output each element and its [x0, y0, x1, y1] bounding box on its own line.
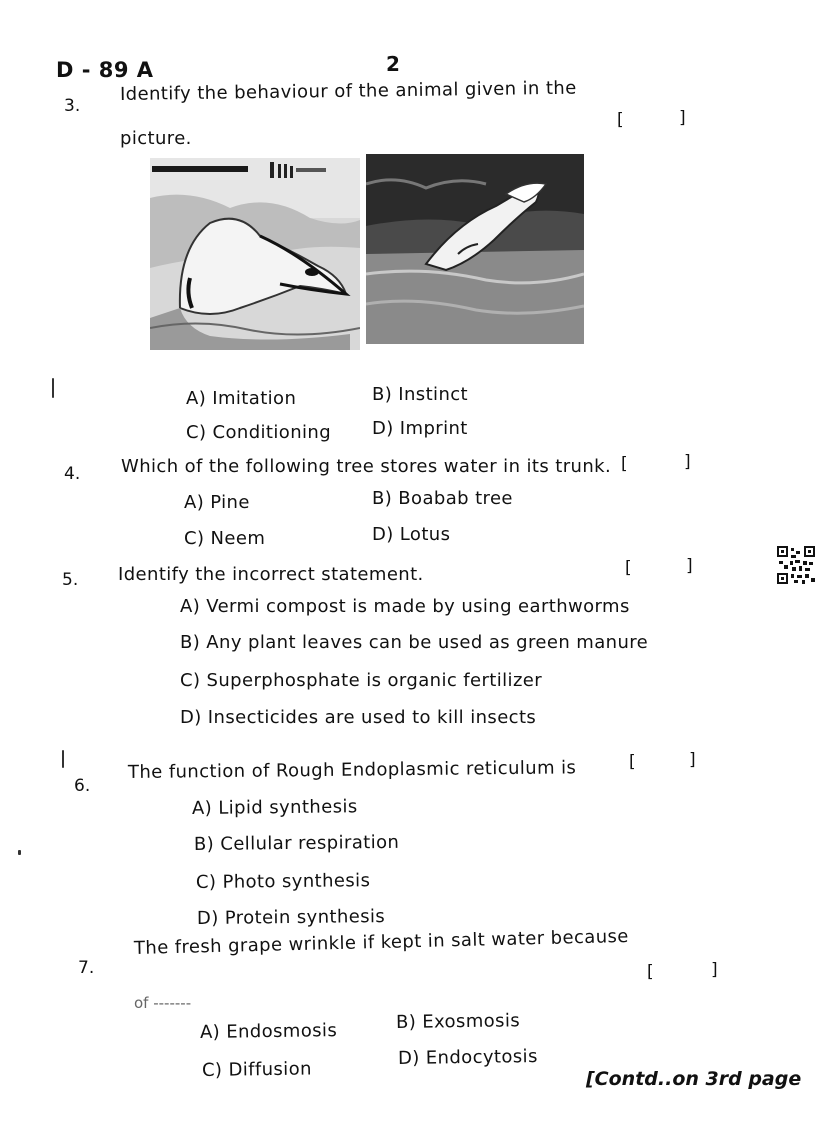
- answer-bracket-open: [: [617, 110, 624, 130]
- question-text: Which of the following tree stores water in its trunk.: [121, 456, 612, 477]
- question-text-line2: picture.: [120, 128, 192, 149]
- option-b: B) Any plant leaves can be used as green manure: [180, 632, 649, 653]
- question-number: 6.: [74, 776, 91, 796]
- question-number: 7.: [78, 958, 95, 978]
- dolphin-photo-right: [366, 154, 584, 344]
- answer-bracket-close: ]: [711, 960, 718, 980]
- option-c: C) Photo synthesis: [195, 870, 371, 893]
- answer-bracket-open: [: [621, 454, 628, 474]
- option-c: C) Diffusion: [201, 1058, 312, 1081]
- answer-bracket-close: ]: [684, 452, 691, 472]
- question-number: 4.: [64, 464, 81, 484]
- option-b: B) Boabab tree: [372, 488, 513, 509]
- option-c: C) Superphosphate is organic fertilizer: [180, 670, 543, 691]
- option-d: D) Protein synthesis: [196, 906, 386, 929]
- answer-bracket-close: ]: [689, 750, 696, 770]
- option-b: B) Cellular respiration: [193, 831, 400, 855]
- answer-bracket-open: [: [625, 558, 632, 578]
- option-d: D) Lotus: [372, 524, 451, 545]
- question-number: 3.: [64, 96, 81, 116]
- answer-bracket-open: [: [647, 962, 654, 982]
- option-d: D) Endocytosis: [397, 1046, 538, 1069]
- option-d: D) Imprint: [372, 418, 468, 439]
- paper-code: D - 89 A: [56, 58, 154, 82]
- scan-mark: [62, 750, 64, 768]
- option-d: D) Insecticides are used to kill insects: [180, 707, 537, 728]
- option-c: C) Conditioning: [186, 422, 332, 443]
- scan-mark: [18, 850, 21, 855]
- dolphin-photo-left: [150, 158, 360, 350]
- question-text: The fresh grape wrinkle if kept in salt water because: [133, 925, 629, 959]
- answer-bracket-open: [: [629, 752, 636, 772]
- option-a: A) Lipid synthesis: [191, 796, 358, 819]
- option-b: B) Instinct: [372, 384, 469, 405]
- option-a: A) Imitation: [186, 388, 297, 409]
- option-a: A) Endosmosis: [199, 1020, 338, 1043]
- option-a: A) Pine: [184, 492, 250, 513]
- question-text: The function of Rough Endoplasmic reticulum is: [127, 757, 577, 783]
- option-a: A) Vermi compost is made by using earthworms: [180, 596, 630, 617]
- question-text: Identify the behaviour of the animal given in the: [119, 77, 577, 105]
- option-c: C) Neem: [184, 528, 266, 549]
- option-b: B) Exosmosis: [395, 1010, 521, 1033]
- scan-mark: [52, 378, 54, 398]
- question-number: 5.: [62, 570, 79, 590]
- answer-bracket-close: ]: [686, 556, 693, 576]
- question-text: Identify the incorrect statement.: [118, 564, 424, 585]
- question-text-line2: of -------: [134, 994, 192, 1012]
- qr-code: [777, 546, 815, 584]
- answer-bracket-close: ]: [679, 108, 686, 128]
- continued-note: [Contd..on 3rd page: [586, 1068, 802, 1090]
- page-number: 2: [386, 52, 400, 76]
